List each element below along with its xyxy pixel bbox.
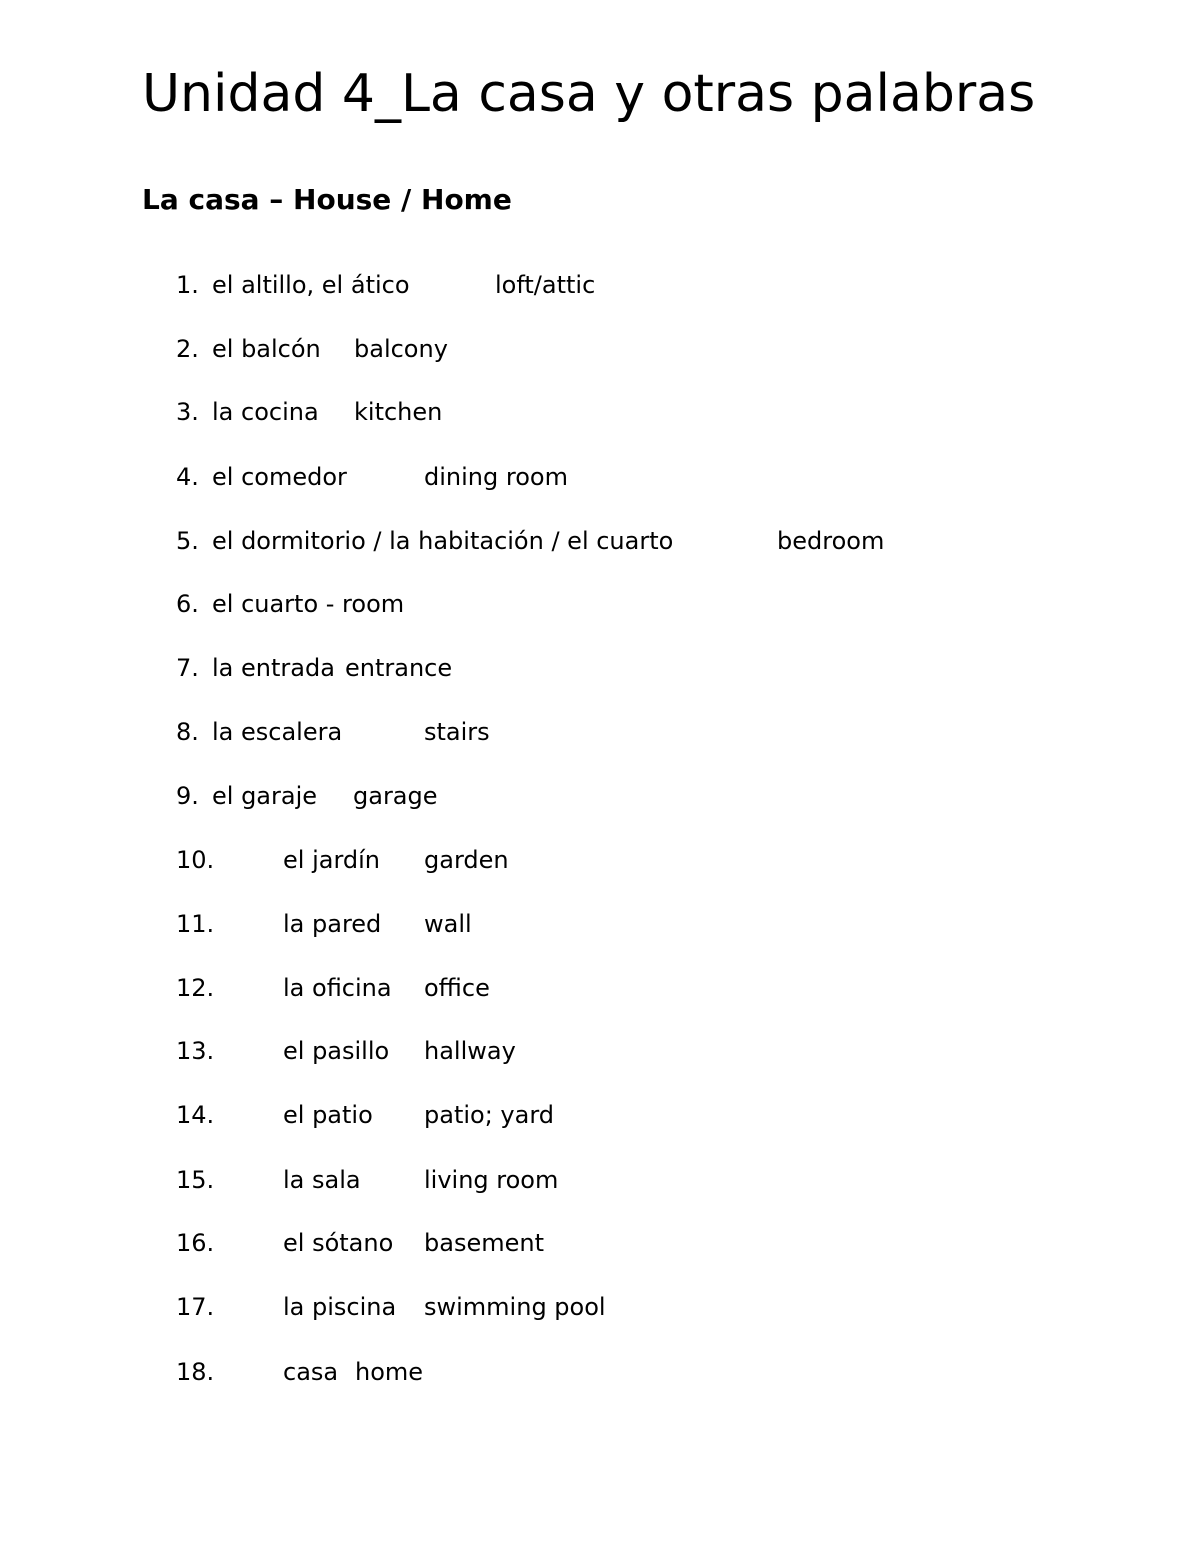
english-translation: entrance [345, 654, 453, 682]
list-item [0, 395, 1100, 429]
list-item [0, 1290, 1100, 1324]
item-number: 7. [176, 654, 199, 682]
list-item [0, 1034, 1100, 1068]
list-item [0, 843, 1100, 877]
spanish-term: la oficina [283, 974, 392, 1002]
list-item [0, 1098, 1100, 1132]
spanish-term: la entrada [212, 654, 335, 682]
spanish-term: la escalera [212, 718, 343, 746]
english-translation: bedroom [777, 527, 885, 555]
item-number: 6. [176, 590, 199, 618]
item-number: 9. [176, 782, 199, 810]
list-item [0, 332, 1100, 366]
english-translation: garden [424, 846, 509, 874]
english-translation: wall [424, 910, 472, 938]
item-number: 14. [176, 1101, 215, 1129]
english-translation: hallway [424, 1037, 516, 1065]
item-number: 8. [176, 718, 199, 746]
english-translation: living room [424, 1166, 559, 1194]
list-item [0, 779, 1100, 813]
english-translation: basement [424, 1229, 544, 1257]
english-translation: garage [353, 782, 438, 810]
item-number: 12. [176, 974, 215, 1002]
item-number: 3. [176, 398, 199, 426]
spanish-term: el cuarto - room [212, 590, 405, 618]
spanish-term: el jardín [283, 846, 380, 874]
item-number: 4. [176, 463, 199, 491]
spanish-term: casa [283, 1358, 339, 1386]
item-number: 17. [176, 1293, 215, 1321]
item-number: 1. [176, 271, 199, 299]
list-item [0, 524, 1100, 558]
list-item [0, 907, 1100, 941]
list-item [0, 971, 1100, 1005]
english-translation: home [355, 1358, 424, 1386]
english-translation: balcony [354, 335, 448, 363]
english-translation: patio; yard [424, 1101, 555, 1129]
list-item [0, 1226, 1100, 1260]
item-number: 11. [176, 910, 215, 938]
item-number: 16. [176, 1229, 215, 1257]
spanish-term: la pared [283, 910, 382, 938]
list-item [0, 587, 1100, 621]
list-item [0, 460, 1100, 494]
english-translation: loft/attic [495, 271, 596, 299]
english-translation: dining room [424, 463, 568, 491]
english-translation: swimming pool [424, 1293, 606, 1321]
item-number: 13. [176, 1037, 215, 1065]
section-heading: La casa – House / Home [142, 183, 512, 216]
spanish-term: el patio [283, 1101, 373, 1129]
item-number: 5. [176, 527, 199, 555]
spanish-term: el altillo, el ático [212, 271, 410, 299]
item-number: 18. [176, 1358, 215, 1386]
spanish-term: la piscina [283, 1293, 397, 1321]
list-item [0, 715, 1100, 749]
page-title: Unidad 4_La casa y otras palabras [142, 64, 1036, 124]
spanish-term: el garaje [212, 782, 318, 810]
item-number: 15. [176, 1166, 215, 1194]
spanish-term: el balcón [212, 335, 321, 363]
spanish-term: el comedor [212, 463, 347, 491]
list-item [0, 1163, 1100, 1197]
spanish-term: el pasillo [283, 1037, 390, 1065]
item-number: 10. [176, 846, 215, 874]
spanish-term: la cocina [212, 398, 319, 426]
item-number: 2. [176, 335, 199, 363]
english-translation: office [424, 974, 490, 1002]
spanish-term: la sala [283, 1166, 361, 1194]
list-item [0, 268, 1100, 302]
english-translation: kitchen [354, 398, 443, 426]
spanish-term: el sótano [283, 1229, 394, 1257]
list-item [0, 651, 1100, 685]
spanish-term: el dormitorio / la habitación / el cuarto [212, 527, 674, 555]
english-translation: stairs [424, 718, 490, 746]
list-item [0, 1355, 1100, 1389]
